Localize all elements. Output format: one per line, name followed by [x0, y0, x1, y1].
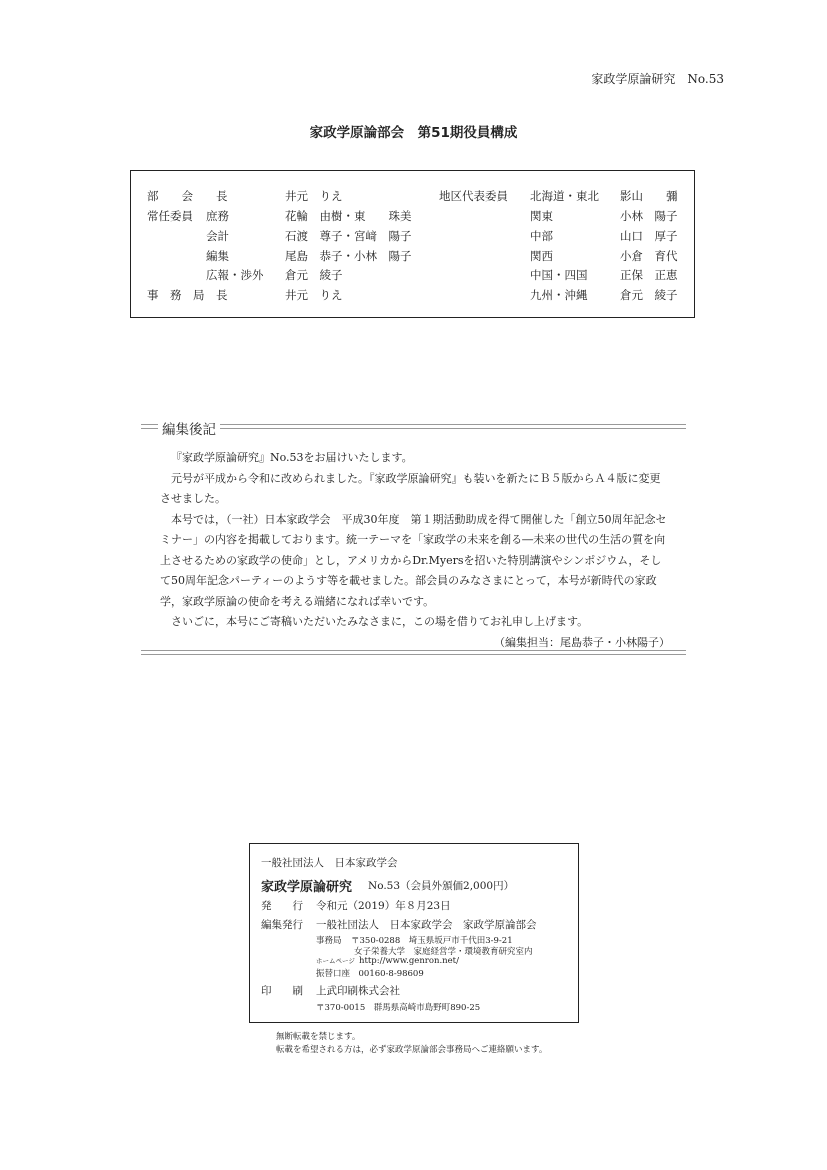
region: 北海道・東北 [530, 189, 599, 203]
officer-name: 井元 りえ [285, 189, 343, 203]
colophon-small-label: ホームページ [316, 957, 355, 965]
copyright-notes [276, 1031, 547, 1056]
region: 九州・沖縄 [530, 288, 588, 302]
colophon-issue-date: 令和元（2019）年８月23日 [316, 900, 451, 912]
region: 関東 [530, 209, 553, 223]
double-rule [141, 650, 686, 655]
colophon-org: 一般社団法人 日本家政学会 [261, 857, 398, 869]
page-title: 家政学原論部会 第51期役員構成 [309, 125, 518, 141]
colophon-small-label: 事務局 [316, 936, 342, 946]
colophon-label: 発 行 [261, 900, 303, 912]
regional-label: 地区代表委員 [439, 189, 508, 203]
postscript-header [141, 418, 686, 438]
officer-group-label: 常任委員 [147, 209, 193, 223]
colophon-label: 印 刷 [261, 985, 303, 997]
officer-role: 庶務 [206, 209, 229, 223]
colophon-label: 編集発行 [261, 919, 303, 931]
postscript-paragraph: 元号が平成から令和に改められました。『家政学原論研究』も装いを新たにＢ５版からＡ４版に変更させました。 [160, 471, 661, 505]
region-rep: 小倉 育代 [620, 249, 678, 263]
region: 関西 [530, 249, 553, 263]
postscript-signature: （編集担当：尾島恭子・小林陽子） [494, 635, 670, 649]
double-rule [141, 424, 686, 429]
colophon-issue: No.53（会員外頒価2,000円） [368, 880, 515, 892]
officer-role: 広報・渉外 [206, 268, 264, 282]
region-rep: 影山 彌 [620, 189, 678, 203]
colophon-journal: 家政学原論研究 [261, 880, 353, 895]
officer-role: 部 会 長 [147, 189, 228, 203]
colophon-printer-address: 〒370-0015 群馬県高崎市島野町890-25 [316, 1003, 481, 1013]
region-rep: 小林 陽子 [620, 209, 678, 223]
colophon-office-institution: 女子栄養大学 家庭経営学・環境教育研究室内 [354, 947, 533, 957]
postscript-heading: 編集後記 [158, 418, 220, 438]
officer-table [130, 170, 695, 318]
colophon-homepage: http://www.genron.net/ [359, 956, 459, 966]
region-rep: 倉元 綾子 [620, 288, 678, 302]
colophon-office-address: 〒350-0288 埼玉県坂戸市千代田3-9-21 [351, 936, 513, 946]
region-rep: 山口 厚子 [620, 229, 678, 243]
note-line: 転載を希望される方は，必ず家政学原論部会事務局へご連絡願います。 [276, 1044, 548, 1055]
officer-name: 石渡 尊子・宮﨑 陽子 [285, 229, 412, 243]
running-head: 家政学原論研究 No.53 [591, 72, 724, 86]
officer-name: 花輪 由樹・東 珠美 [285, 209, 412, 223]
officer-role: 事 務 局 長 [147, 288, 228, 302]
region: 中部 [530, 229, 553, 243]
officer-name: 井元 りえ [285, 288, 343, 302]
colophon-editor: 一般社団法人 日本家政学会 家政学原論部会 [316, 919, 537, 931]
region: 中国・四国 [530, 268, 588, 282]
postscript-paragraph: 『家政学原論研究』No.53をお届けいたします。 [171, 451, 413, 464]
officer-role: 編集 [206, 249, 229, 263]
note-line: 無断転載を禁じます。 [276, 1032, 361, 1042]
postscript-paragraph: 本号では，（一社）日本家政学会 平成30年度 第１期活動助成を得て開催した「創立50周年記念セミナー」の内容を掲載しております。統一テーマを「家政学の未来を創る―未来の世代の生活の質を向上させるための家政学の使命」とし，アメリカからDr.Myersを招いた特別講演やシンポジウム，そして50周年記念パーティーのようす等を載せました。部会員のみなさまにとって，本号が新時代の家政学，家政学原論の使命を考える端緒になれば幸いです。 [160, 512, 667, 608]
officer-name: 尾島 恭子・小林 陽子 [285, 249, 412, 263]
officer-role: 会計 [206, 229, 229, 243]
colophon [249, 843, 579, 1023]
postscript-body [160, 448, 670, 653]
colophon-account: 振替口座 00160-8-98609 [316, 969, 424, 979]
colophon-printer: 上武印刷株式会社 [316, 985, 400, 997]
region-rep: 正保 正恵 [620, 268, 678, 282]
postscript-paragraph: さいごに，本号にご寄稿いただいたみなさまに，この場を借りてお礼申し上げます。 [171, 615, 589, 628]
officer-name: 倉元 綾子 [285, 268, 343, 282]
